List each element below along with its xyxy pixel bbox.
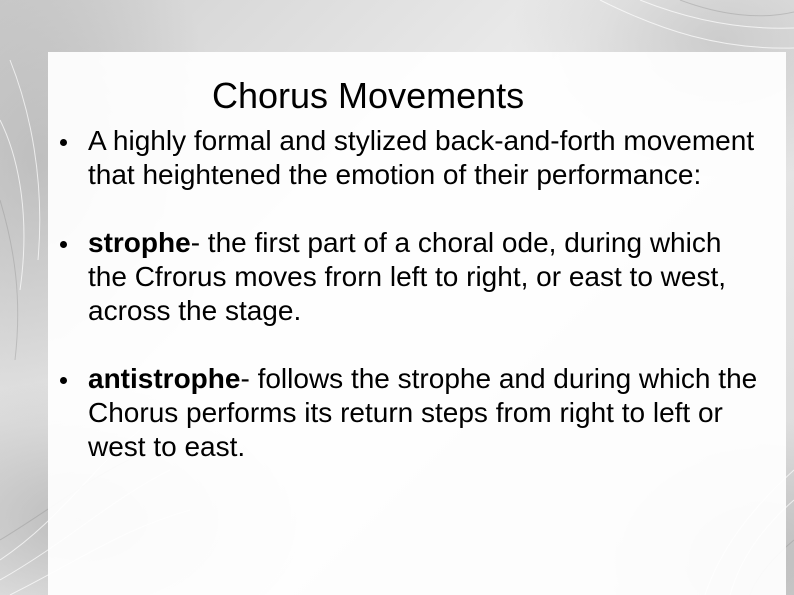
bullet-term: strophe: [88, 227, 191, 258]
bullet-text: A highly formal and stylized back-and-forth movement that heightened the emotion of their performance:: [88, 125, 755, 190]
bullet-dot-icon: [60, 241, 67, 248]
bullet-dot-icon: [60, 139, 67, 146]
bullet-text: - follows the strophe and during which the Chorus performs its return steps from right to left or west to east.: [88, 363, 758, 462]
bullet-dot-icon: [60, 377, 67, 384]
bullet-item: [60, 226, 760, 328]
bullet-item: [60, 362, 760, 464]
bullet-term: antistrophe: [88, 363, 241, 394]
bullet-item: [60, 124, 760, 192]
bullet-list: [60, 124, 760, 464]
slide-title: Chorus Movements: [212, 75, 525, 116]
bullet-text: - the first part of a choral ode, during which the Cfrorus moves frorn left to right, or east to west, across the stage.: [88, 227, 727, 326]
